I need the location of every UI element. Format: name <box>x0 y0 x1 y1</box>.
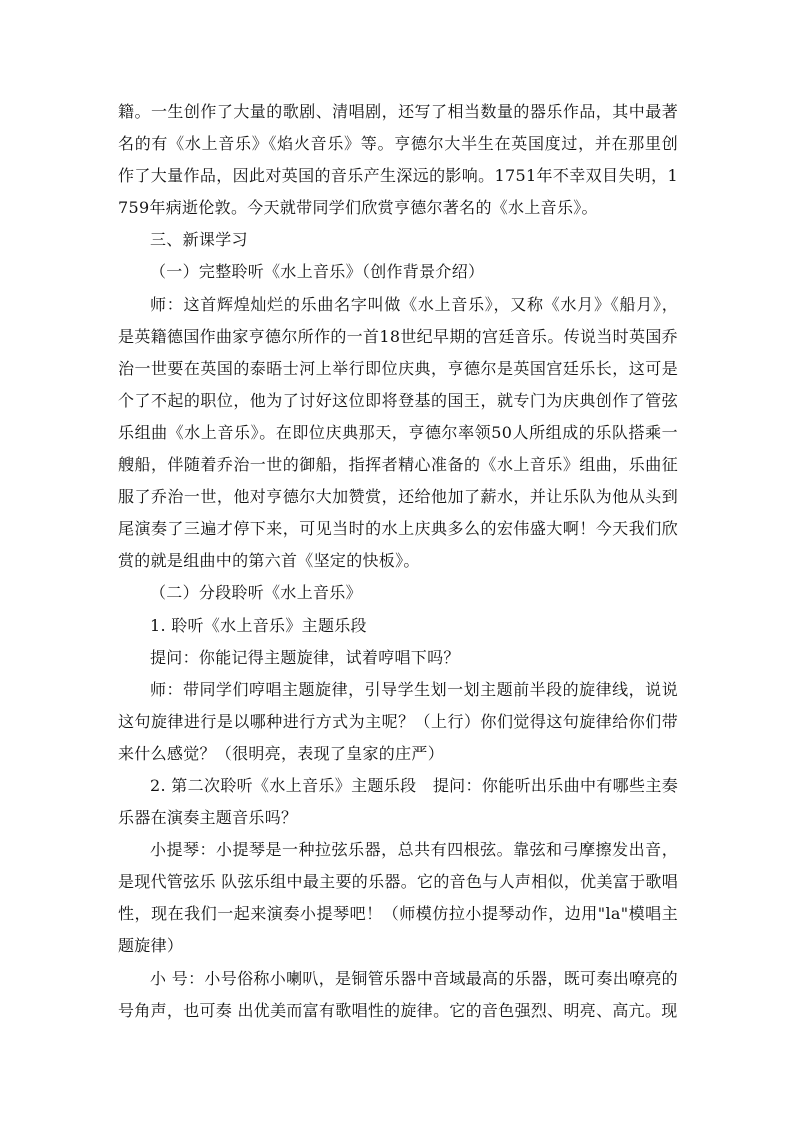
paragraph-teacher-guide: 师：带同学们哼唱主题旋律，引导学生划一划主题前半段的旋律线，说说这句旋律进行是以哪种进行方式为主呢？（上行）你们觉得这句旋律给你们带来什么感觉？（很明亮，表现了皇家的庄严） <box>118 679 678 763</box>
document-body <box>118 96 678 1027</box>
paragraph-background: 师：这首辉煌灿烂的乐曲名字叫做《水上音乐》，又称《水月》《船月》，是英籍德国作曲家亨德尔所作的一首18世纪早期的宫廷音乐。传说当时英国乔治一世要在英国的泰晤士河上举行即位庆典，亨德尔是英国宫廷乐长，这可是个了不起的职位，他为了讨好这位即将登基的国王，就专门为庆典创作了管弦乐组曲《水上音乐》。在即位庆典那天，亨德尔率领50人所组成的乐队搭乘一艘船，伴随着乔治一世的御船，指挥者精心准备的《水上音乐》组曲，乐曲征服了乔治一世，他对亨德尔大加赞赏，还给他加了薪水，并让乐队为他从头到尾演奏了三遍才停下来，可见当时的水上庆典多么的宏伟盛大啊！今天我们欣赏的就是组曲中的第六首《坚定的快板》。 <box>118 294 678 571</box>
paragraph-continuation: 籍。一生创作了大量的歌剧、清唱剧，还写了相当数量的器乐作品，其中最著名的有《水上音乐》《焰火音乐》等。亨德尔大半生在英国度过，并在那里创作了大量作品，因此对英国的音乐产生深远的影响。1751年不幸双目失明，1759年病逝伦敦。今天就带同学们欣赏亨德尔著名的《水上音乐》。 <box>118 102 678 218</box>
subsection-heading-full-listening: （一）完整聆听《水上音乐》（创作背景介绍） <box>150 262 485 282</box>
section-heading-new-lesson: 三、新课学习 <box>150 230 248 250</box>
list-item-theme-section: 1. 聆听《水上音乐》主题乐段 <box>150 615 367 635</box>
paragraph-trumpet: 小 号：小号俗称小喇叭，是铜管乐器中音域最高的乐器，既可奏出嘹亮的号角声，也可奏 出优美而富有歌唱性的旋律。它的音色强烈、明亮、高亢。现 <box>118 968 678 1020</box>
paragraph-question: 提问：你能记得主题旋律，试着哼唱下吗？ <box>150 647 460 667</box>
list-item-second-listening: 2. 第二次聆听《水上音乐》主题乐段 提问：你能听出乐曲中有哪些主奏乐器在演奏主题音乐吗？ <box>118 775 678 828</box>
paragraph-violin: 小提琴：小提琴是一种拉弦乐器，总共有四根弦。靠弦和弓摩擦发出音，是现代管弦乐 队弦乐组中最主要的乐器。它的音色与人声相似，优美富于歌唱性，现在我们一起来演奏小提琴吧！（师模仿拉小提琴动作，边用"la"模唱主题旋律） <box>118 840 678 956</box>
subsection-heading-segment-listening: （二）分段聆听《水上音乐》 <box>150 583 362 603</box>
